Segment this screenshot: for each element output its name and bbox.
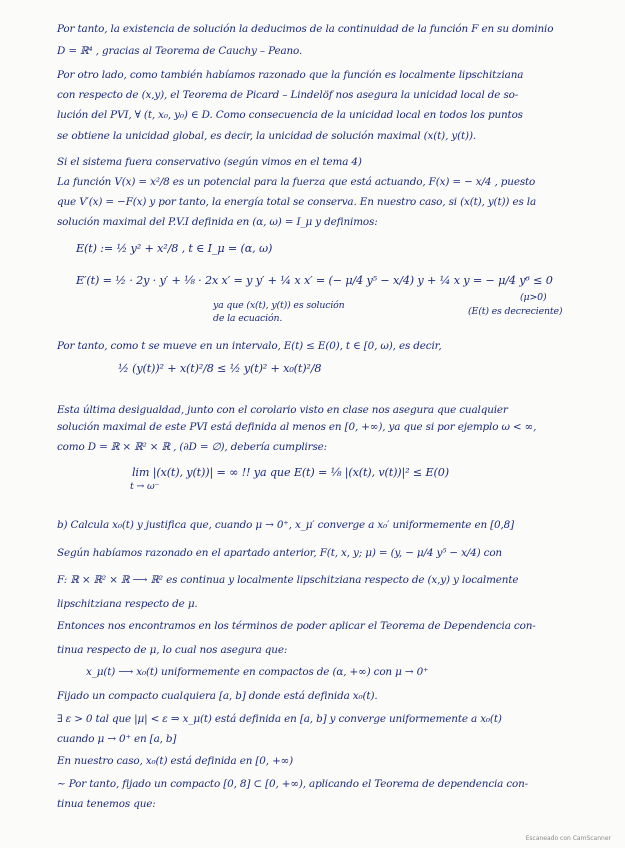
section-heading: b) Calcula x₀(t) y justifica que, cuando μ → 0⁺, x_μ′ converge a x₀′ uniformemente en [0,8] bbox=[57, 519, 515, 531]
note-text: t → ω⁻ bbox=[130, 481, 160, 492]
text-line: Según habíamos razonado en el apartado anterior, F(t, x, y; μ) = (y, − μ/4 y⁵ − x/4) con bbox=[57, 547, 502, 559]
note-text: de la ecuación. bbox=[213, 313, 283, 324]
text-line: La función V(x) = x²/8 es un potencial para la fuerza que está actuando, F(x) = − x/4 , puesto bbox=[57, 176, 536, 188]
text-line: solución maximal del P.V.I definida en (α, ω) = I_μ y definimos: bbox=[57, 216, 378, 228]
text-line: que V′(x) = −F(x) y por tanto, la energía total se conserva. En nuestro caso, si (x(t), y(t)) es la bbox=[57, 196, 537, 208]
text-line: Por tanto, la existencia de solución la deducimos de la continuidad de la función F en su dominio bbox=[57, 23, 554, 35]
equation-line: ½ (y(t))² + x(t)²/8 ≤ ½ y(t)² + x₀(t)²/8 bbox=[118, 362, 322, 375]
text-line: lución del PVI, ∀ (t, x₀, y₀) ∈ D. Como consecuencia de la unicidad local en todos los puntos bbox=[57, 109, 523, 121]
text-line: F: ℝ × ℝ² × ℝ ⟶ ℝ² es continua y localmente lipschitziana respecto de (x,y) y localmente bbox=[57, 574, 519, 586]
text-line: ∃ ε > 0 tal que |μ| < ε ⇒ x_μ(t) está definida en [a, b] y converge uniformemente a x₀(t) bbox=[57, 713, 502, 725]
equation-line: E′(t) = ½ · 2y · y′ + ⅛ · 2x x′ = y y′ + ¼ x x′ = (− μ/4 y⁵ − x/4) y + ¼ x y = − μ/4 y⁶ ≤ 0 bbox=[76, 274, 553, 287]
text-line: x_μ(t) ⟶ x₀(t) uniformemente en compactos de (α, +∞) con μ → 0⁺ bbox=[86, 666, 429, 678]
text-line: se obtiene la unicidad global, es decir, la unicidad de solución maximal (x(t), y(t)). bbox=[57, 130, 477, 142]
equation-line: E(t) := ½ y² + x²/8 , t ∈ I_μ = (α, ω) bbox=[76, 242, 273, 255]
text-line: D = ℝ⁴ , gracias al Teorema de Cauchy – Peano. bbox=[57, 45, 303, 57]
text-line: cuando μ → 0⁺ en [a, b] bbox=[57, 733, 177, 745]
note-text: ya que (x(t), y(t)) es solución bbox=[213, 300, 345, 311]
note-text: (μ>0) bbox=[520, 292, 547, 303]
text-line: tinua respecto de μ, lo cual nos asegura que: bbox=[57, 644, 288, 656]
note-text: (E(t) es decreciente) bbox=[468, 306, 563, 317]
text-line: Fijado un compacto cualquiera [a, b] donde está definida x₀(t). bbox=[57, 690, 378, 702]
text-line: Si el sistema fuera conservativo (según vimos en el tema 4) bbox=[57, 156, 362, 168]
text-line: Esta última desigualdad, junto con el corolario visto en clase nos asegura que cualquier bbox=[57, 404, 508, 416]
text-line: lipschitziana respecto de μ. bbox=[57, 598, 198, 610]
text-line: con respecto de (x,y), el Teorema de Picard – Lindelöf nos asegura la unicidad local de so- bbox=[57, 89, 519, 101]
text-line: Por otro lado, como también habíamos razonado que la función es localmente lipschitziana bbox=[57, 69, 524, 81]
text-line: ∼ Por tanto, fijado un compacto [0, 8] ⊂ [0, +∞), aplicando el Teorema de dependencia con- bbox=[57, 778, 529, 790]
scanner-watermark: Escaneado con CamScanner bbox=[525, 835, 611, 842]
text-line: tinua tenemos que: bbox=[57, 798, 156, 810]
text-line: solución maximal de este PVI está definida al menos en [0, +∞), ya que si por ejemplo ω < ∞, bbox=[57, 421, 537, 433]
text-line: Por tanto, como t se mueve en un intervalo, E(t) ≤ E(0), t ∈ [0, ω), es decir, bbox=[57, 340, 442, 352]
equation-line: lim |(x(t), y(t))| = ∞ !! ya que E(t) = ⅛ |(x(t), v(t))|² ≤ E(0) bbox=[132, 466, 449, 479]
text-line: Entonces nos encontramos en los términos de poder aplicar el Teorema de Dependencia con- bbox=[57, 620, 536, 632]
text-line: como D = ℝ × ℝ² × ℝ , (∂D = ∅), debería cumplirse: bbox=[57, 441, 328, 453]
text-line: En nuestro caso, x₀(t) está definida en [0, +∞) bbox=[57, 755, 294, 767]
